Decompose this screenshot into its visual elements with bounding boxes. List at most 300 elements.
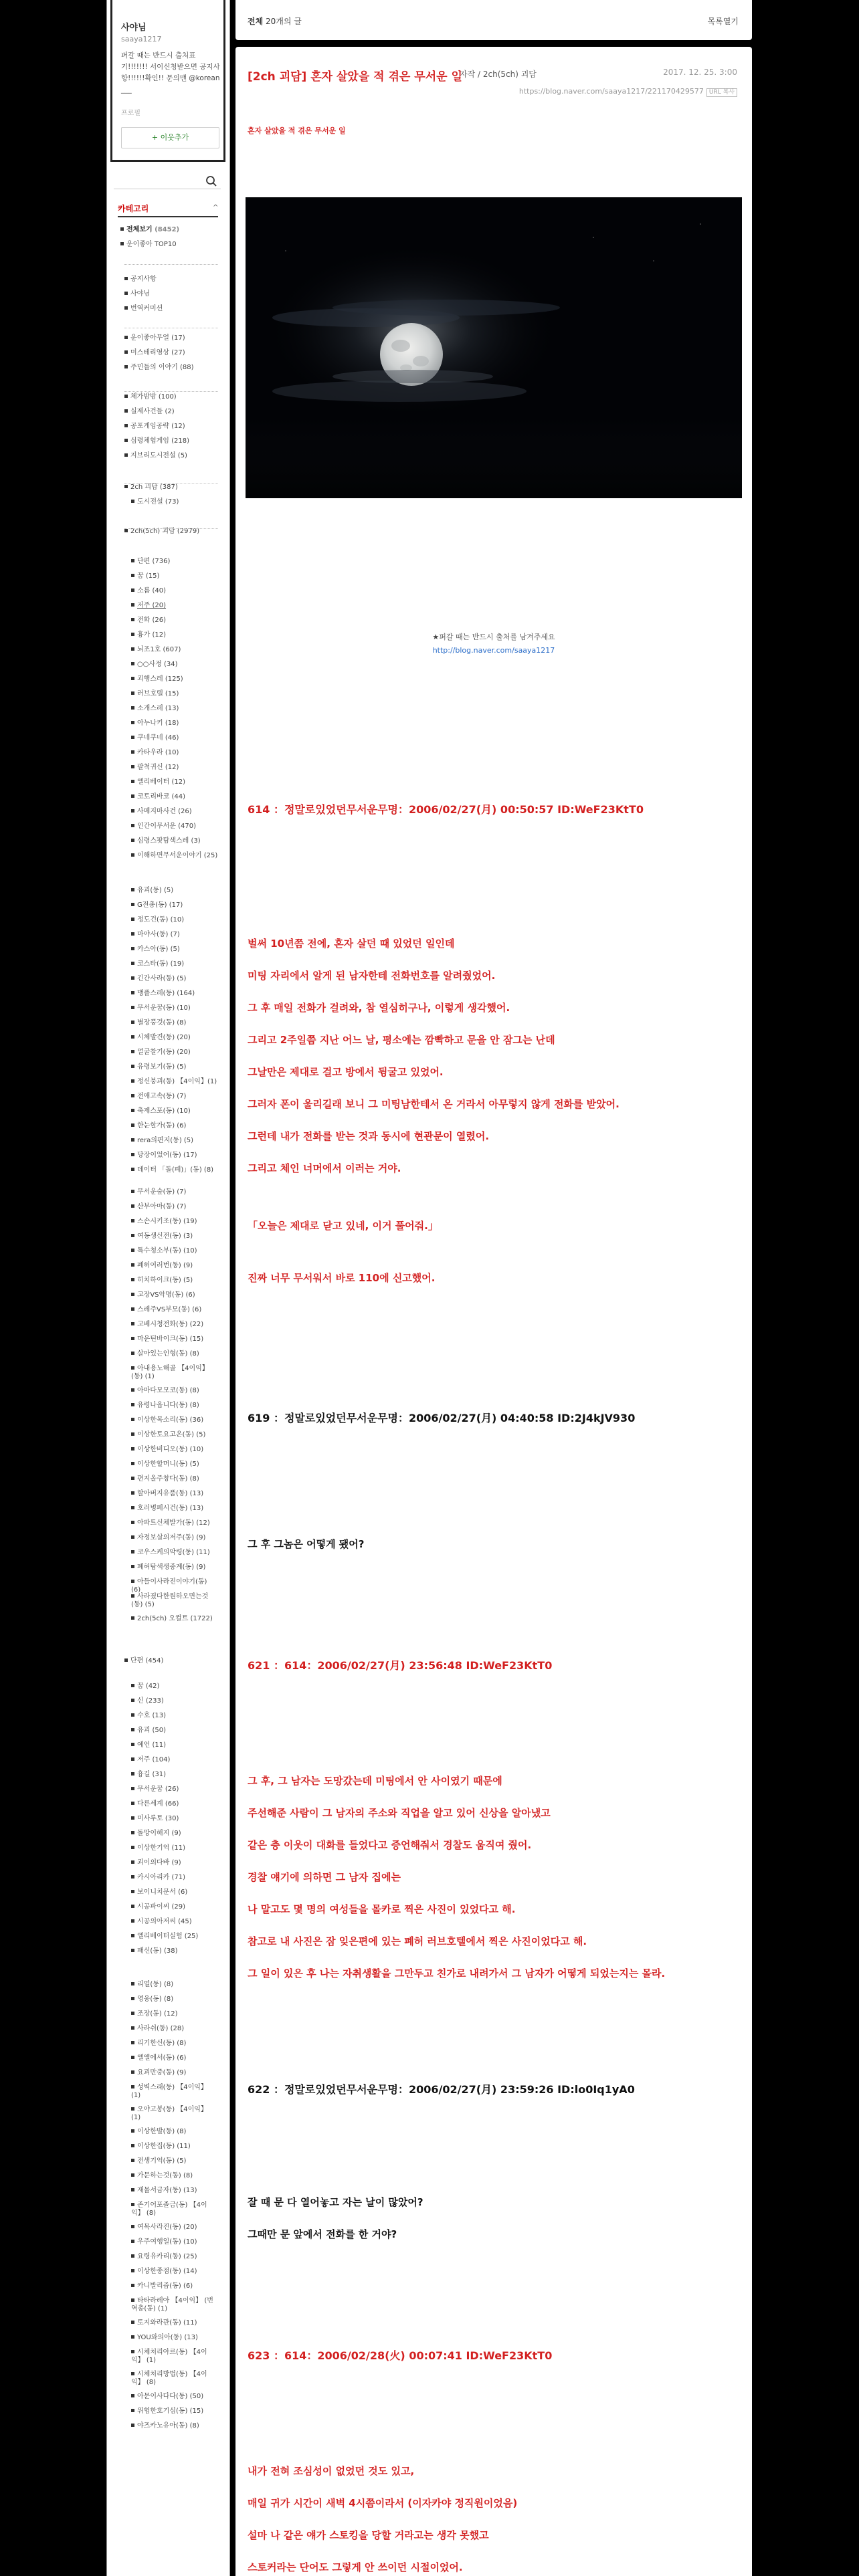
sidebar-category-label: 번역커미션 [130,305,163,312]
sidebar-category-item[interactable] [131,2010,218,2018]
sidebar-category-label: 코스타(동) (19) [137,960,185,968]
sidebar-category-item[interactable] [131,2157,218,2165]
sidebar-category-label: 정도건(동) (10) [137,916,185,924]
sidebar-category-item[interactable] [131,1137,218,1145]
sidebar-category-item[interactable] [131,1771,218,1779]
sidebar-category-label: 흉길 (31) [137,1771,167,1778]
category-bullet-icon [131,1263,134,1267]
category-bullet-icon [131,976,134,980]
sidebar-category-item[interactable] [131,690,218,698]
category-bullet-icon [131,647,134,651]
category-bullet-icon [131,1204,134,1208]
sidebar-category-item[interactable] [131,901,218,909]
sidebar-category-label: 2ch 괴담 (387) [130,484,178,491]
sidebar-category-item[interactable] [131,793,218,801]
sidebar-category-item[interactable] [131,2268,218,2276]
sidebar-category-item[interactable] [131,2143,218,2151]
sidebar-category-label: 아마다모모코(동) (8) [137,1387,199,1394]
sidebar-category-label: 이상한기억 (11) [137,1844,186,1852]
sidebar-category-item[interactable] [131,1564,218,1572]
sidebar-category-label: 호러병페시건(동) (13) [137,1505,204,1512]
category-bullet-icon [131,2173,134,2177]
sidebar-category-item[interactable] [131,2349,218,2365]
post-paragraph: 스토커라는 단어도 그렇게 안 쓰이던 시절이었어. [248,2561,463,2573]
category-bullet-icon [131,1138,134,1142]
sidebar-category-item[interactable] [124,484,218,492]
sidebar-category-item[interactable] [131,1152,218,1160]
sidebar-category-item[interactable] [131,1203,218,1211]
sidebar-category-item[interactable] [131,572,218,580]
category-bullet-icon [124,424,128,427]
post-reply-header: 621 ：614：2006/02/27(月) 23:56:48 ID:WeF23KtT0 [248,1659,553,1672]
sidebar-category-item[interactable] [131,602,218,610]
sidebar-category-item[interactable] [131,2025,218,2033]
sidebar-category-item[interactable] [131,2297,218,2313]
category-bullet-icon [131,2409,134,2412]
sidebar-category-item[interactable] [131,946,218,954]
sidebar-category-item[interactable] [131,646,218,654]
sidebar-category-label: 단편 (736) [137,558,171,565]
sidebar-category-label: 꿈 (42) [137,1683,160,1690]
category-bullet-icon [131,1006,134,1009]
sidebar-category-item[interactable] [131,960,218,968]
sidebar-category-label: 코토리바코 (44) [137,793,186,800]
category-collapse-icon[interactable]: ^ [213,204,219,211]
category-bullet-icon [131,1506,134,1509]
sidebar-category-label: 정신붕괴(동) 【4이익】(1) [137,1078,217,1085]
sidebar-category-item[interactable] [131,1712,218,1720]
sidebar-category-label: 엘리베이터실험 (25) [137,1933,199,1940]
sidebar-category-item[interactable] [131,975,218,983]
category-bullet-icon [131,2085,134,2088]
category-bullet-icon [124,306,128,310]
copyright-note-link[interactable]: http://blog.naver.com/saaya1217 [432,646,555,655]
sidebar-category-label: 시체발견(동) (20) [137,1034,191,1041]
sidebar-category-label: 존기어포졸금(동) 【4이익】 (8) [131,2202,207,2217]
sidebar-category-item[interactable] [131,1830,218,1838]
sidebar-category-item[interactable] [131,1933,218,1941]
copyright-note-text: ★퍼갈 때는 반드시 출처를 남겨주세요 [432,633,555,641]
sidebar-category-item[interactable] [131,1903,218,1911]
post-paragraph: 잘 때 문 다 열어놓고 자는 날이 많았어? [248,2196,423,2208]
post-reply-header: 622 ：정말로있었던무서운무명：2006/02/27(月) 23:59:26 ID:lo0Iq1yA0 [248,2083,635,2096]
sidebar-category-label: 스손시키조(동) (19) [137,1218,197,1225]
sidebar-category-item[interactable] [131,1019,218,1027]
sidebar-divider [124,264,218,265]
category-bullet-icon [124,395,128,398]
sidebar-category-item[interactable] [131,1844,218,1852]
sidebar-category-item[interactable] [131,1800,218,1808]
sidebar-divider [124,483,218,484]
sidebar-category-item[interactable] [131,764,218,772]
sidebar-category-item[interactable] [131,734,218,742]
sidebar-category-item[interactable] [131,1232,218,1241]
sidebar-category-label: 소름 (40) [137,587,167,595]
sidebar-category-label: 이상한발(동) (8) [137,2128,187,2135]
sidebar-category-label: 이상한목소리(동) (36) [137,1416,204,1424]
sidebar-category-item[interactable] [131,1461,218,1469]
sidebar-category-label: 요괴만중(동) (9) [137,2069,187,2076]
sidebar-category-item[interactable] [131,1683,218,1691]
sidebar-category-label: 사메지마사건 (26) [137,808,192,815]
sidebar-category-item[interactable] [124,408,218,416]
category-bullet-icon [131,1982,134,1985]
sidebar-category-label: 유괴 (50) [137,1727,167,1734]
sidebar-category-label: 자정보살의저주(동) (9) [137,1534,206,1541]
sidebar-category-label: 축제스포(동) (10) [137,1107,191,1115]
sidebar-category-item[interactable] [124,364,218,372]
sidebar-category-item[interactable] [131,720,218,728]
sidebar-category-label: 2ch(5ch) 오컬트 (1722) [137,1615,213,1622]
sidebar-category-item[interactable] [124,334,218,342]
category-bullet-icon [131,1713,134,1717]
sidebar-category-item[interactable] [131,1549,218,1557]
sidebar-category-label: 공지사항 [130,276,157,283]
sidebar-category-item[interactable] [131,837,218,845]
sidebar-category-item[interactable] [124,423,218,431]
category-bullet-icon [131,706,134,710]
post-paragraph: 그리고 체인 너머에서 이러는 거야. [248,1162,401,1174]
sidebar-category-label: 아누나키 (18) [137,720,179,727]
category-bullet-icon [120,242,124,245]
sidebar-category-label: 실제사건들 (2) [130,408,175,415]
sidebar-category-item[interactable] [131,1519,218,1527]
sidebar-category-item[interactable] [131,1534,218,1542]
category-bullet-icon [131,1580,134,1583]
sidebar-category-label: 단편 (454) [130,1657,164,1665]
sidebar-category-item[interactable] [131,2371,218,2387]
post-date: 2017. 12. 25. 3:00 [663,68,737,77]
sidebar-category-label: 도시전설 (73) [137,498,179,506]
sidebar-category-label: 무서운숲(동) (7) [137,1188,187,1196]
sidebar-category-item[interactable] [131,1247,218,1255]
sidebar-category-item[interactable] [131,808,218,816]
category-bullet-icon [131,559,134,562]
sidebar-category-item[interactable] [131,1262,218,1270]
category-bullet-icon [131,1190,134,1193]
category-bullet-icon [131,1388,134,1392]
sidebar-category-label: 인간이무서운 (470) [137,823,197,830]
sidebar-category-item[interactable] [131,1166,218,1174]
category-bullet-icon [131,1890,134,1893]
category-bullet-icon [131,794,134,798]
category-bullet-icon [131,1831,134,1834]
category-bullet-icon [131,1816,134,1820]
post-paragraph: 벌써 10년쯤 전에, 혼자 살던 때 있었던 일인데 [248,938,455,950]
post-paragraph: 그런데 내가 전화를 받는 것과 동시에 현관문이 열렸어. [248,1130,490,1142]
sidebar-category-label: 재물서금자(동) (13) [137,2187,197,2194]
sidebar-category-item[interactable] [131,1996,218,2004]
post [235,47,752,2576]
sidebar-category-item[interactable] [131,2084,218,2100]
sidebar-category-count: (8452) [155,226,180,233]
sidebar-category-label: 소개스레 (13) [137,705,179,712]
add-neighbor-button[interactable]: + 이웃추가 [121,127,219,148]
post-paragraph: 미팅 자리에서 알게 된 남자한테 전화번호를 알려줬었어. [248,970,496,982]
sidebar-category-label: 당장이었어(동) (17) [137,1152,197,1159]
sidebar-category-item[interactable] [131,1815,218,1823]
sidebar-category-item[interactable] [131,1416,218,1424]
sidebar-category-label: 저주 (104) [137,1756,171,1763]
sidebar-category-item[interactable] [131,823,218,831]
category-bullet-icon [124,365,128,368]
sidebar-category-item[interactable] [131,1981,218,1989]
sidebar-category-item[interactable] [131,2253,218,2261]
post-count-label: 전체 [248,17,264,26]
category-bullet-icon [131,1684,134,1687]
category-bullet-icon [131,1065,134,1068]
post-paragraph: 주선해준 사람이 그 남자의 주소와 직업을 알고 있어 신상을 알아냈고 [248,1807,551,1819]
sidebar-category-label: 마운틴바이크(동) (15) [137,1335,204,1343]
sidebar-category-item[interactable] [131,2172,218,2180]
sidebar-category-item[interactable] [124,1657,218,1665]
sidebar-category-item[interactable] [131,1947,218,1955]
sidebar-category-item[interactable] [131,1446,218,1454]
sidebar-category-item[interactable] [131,749,218,757]
sidebar-category-label: rera의편지(동) (5) [137,1137,194,1144]
category-bullet-icon [131,750,134,754]
sidebar-category-item[interactable] [131,1078,218,1086]
sidebar-category-label: 엘엘에서(동) (6) [137,2054,187,2062]
post-paragraph: 설마 나 같은 얘가 스토킹을 당할 거라고는 생각 못했고 [248,2529,489,2541]
category-bullet-icon [131,1447,134,1451]
sidebar-category-item[interactable] [131,1122,218,1130]
sidebar-category-item[interactable] [131,852,218,860]
category-bullet-icon [131,809,134,813]
sidebar-category-item[interactable] [131,1874,218,1882]
sidebar-category-item[interactable] [131,1063,218,1071]
category-bullet-icon [131,1594,134,1598]
sidebar-category-label: 쿠네쿠네 (46) [137,734,179,742]
sidebar-category-item[interactable] [124,276,218,284]
sidebar-category-item[interactable] [131,1402,218,1410]
sidebar-category-label: 지브리도시전설 (5) [130,452,187,459]
sidebar-category-item[interactable] [131,990,218,998]
category-bullet-icon [131,1934,134,1937]
sidebar-category-item[interactable] [131,2224,218,2232]
sidebar-category-item[interactable] [124,290,218,298]
sidebar-category-item[interactable] [131,1918,218,1926]
post-list-header [235,0,752,40]
post-category[interactable]: 자작 / 2ch(5ch) 괴담 [460,70,537,79]
sidebar-category-item[interactable] [131,1321,218,1329]
post-paragraph: 경찰 얘기에 의하면 그 남자 집에는 [248,1871,401,1883]
category-bullet-icon [131,2225,134,2228]
category-bullet-icon [131,2350,134,2353]
sidebar-category-item[interactable] [131,2422,218,2430]
search-bar[interactable] [114,174,221,191]
sidebar-category-item[interactable] [120,226,218,234]
sidebar-category-label: 이상한종점(동) (14) [137,2268,197,2275]
sidebar-category-item[interactable] [131,1107,218,1115]
sidebar-category-label: 가문하는것(동) (8) [137,2172,193,2179]
sidebar-category-item[interactable] [131,778,218,786]
category-bullet-icon [131,2240,134,2243]
category-bullet-icon [131,1278,134,1281]
sidebar-category-label: 타타라레아 【4이익】 (번역총(동) (1) [131,2297,213,2313]
sidebar-category-item[interactable] [131,1277,218,1285]
sidebar-category-item[interactable] [120,241,218,249]
sidebar-category-label: 우주여행일(동) (10) [137,2238,197,2246]
sidebar-category-item[interactable] [131,2069,218,2077]
category-bullet-icon [131,1728,134,1731]
sidebar-category-item[interactable] [131,1188,218,1196]
category-bullet-icon [131,1153,134,1156]
sidebar-category-item[interactable] [131,705,218,713]
category-bullet-icon [131,1535,134,1539]
sidebar-category-item[interactable] [131,1490,218,1498]
sidebar-category-label: 전화 (26) [137,617,167,624]
sidebar-category-item[interactable] [131,2334,218,2342]
sidebar-category-item[interactable] [131,1578,218,1594]
sidebar-category-item[interactable] [131,558,218,566]
category-bullet-icon [124,453,128,457]
sidebar-category-item[interactable] [131,617,218,625]
sidebar-category-item[interactable] [131,1593,218,1609]
category-bullet-icon [131,618,134,621]
sidebar-category-item[interactable] [131,661,218,669]
sidebar-category-item[interactable] [131,1431,218,1439]
sidebar-category-item[interactable] [131,1365,218,1381]
category-bullet-icon [131,2070,134,2074]
sidebar-category-item[interactable] [131,1889,218,1897]
category-bullet-icon [131,947,134,950]
sidebar-divider [124,528,218,529]
sidebar-category-label: 수호 (13) [137,1712,167,1719]
category-bullet-icon [131,721,134,724]
sidebar-category-label: 산부아마(동) (7) [137,1203,187,1210]
sidebar-category-label: 특수청소부(동) (10) [137,1247,197,1255]
sidebar-category-item[interactable] [131,1697,218,1705]
profile-link[interactable]: 프로필 [121,110,140,117]
sidebar-category-item[interactable] [131,1049,218,1057]
sidebar-category-item[interactable] [124,437,218,445]
sidebar-category-item[interactable] [131,1756,218,1764]
category-bullet-icon [131,1366,134,1370]
category-bullet-icon [131,1997,134,2000]
sidebar-category-label: 뇌조1호 (607) [137,646,181,653]
sidebar-category-item[interactable] [131,631,218,639]
sidebar-category-item[interactable] [131,916,218,924]
sidebar-category-item[interactable] [131,2319,218,2327]
sidebar-category-item[interactable] [131,1741,218,1749]
sidebar-category-label: 위험한호기심(동) (15) [137,2407,204,2415]
profile-nickname[interactable]: 사야님 [121,23,147,33]
sidebar-category-item[interactable] [131,1291,218,1299]
sidebar-category-item[interactable] [131,2393,218,2401]
sidebar-category-item[interactable] [131,1859,218,1867]
sidebar-category-item[interactable] [131,587,218,595]
sidebar-divider [124,391,218,392]
sidebar-category-label: 미사루토 (30) [137,1815,179,1822]
sidebar-category-item[interactable] [124,349,218,357]
sidebar-category-label: 예언 (11) [137,1741,167,1749]
category-bullet-icon [131,1565,134,1568]
sidebar-category-item[interactable] [131,2040,218,2048]
sidebar-category-item[interactable] [131,498,218,506]
sidebar-category-item[interactable] [131,1475,218,1483]
sidebar-category-item[interactable] [131,2282,218,2290]
sidebar-category-item[interactable] [131,2054,218,2062]
sidebar-category-label: 고베시청전화(동) (22) [137,1321,204,1328]
profile-box [110,0,225,162]
category-bullet-icon [131,2424,134,2427]
sidebar-category-item[interactable] [124,452,218,460]
category-bullet-icon [124,350,128,354]
category-bullet-icon [131,736,134,739]
copy-url-button[interactable]: URL 복사 [706,88,737,97]
sidebar-category-item[interactable] [131,1387,218,1395]
category-bullet-icon [131,633,134,636]
sidebar-category-label: 저주 (20) [137,602,167,609]
sidebar-category-item[interactable] [131,2106,218,2122]
sidebar-category-label: 긴간사라(동) (5) [137,975,187,982]
post-paragraph: 그날만은 제대로 걸고 방에서 뒹굴고 있었어. [248,1066,444,1078]
sidebar-category-item[interactable] [124,305,218,313]
sidebar-category-item[interactable] [131,1306,218,1314]
post-paragraph: 진짜 너무 무서워서 바로 110에 신고했어. [248,1272,436,1284]
search-icon[interactable] [205,175,217,187]
sidebar-category-item[interactable] [131,1004,218,1012]
category-bullet-icon [131,1234,134,1237]
category-bullet-icon [131,853,134,857]
category-bullet-icon [131,1322,134,1325]
post-reply-header: 619 ：정말로있었던무서운무명：2006/02/27(月) 04:40:58 ID:2J4kJV930 [248,1412,636,1424]
post-title[interactable]: [2ch 괴담] 혼자 살았을 적 겪은 무서운 일 [248,70,462,84]
copyright-note [235,631,752,657]
sidebar-category-item[interactable] [131,1093,218,1101]
category-bullet-icon [131,574,134,577]
sidebar-category-item[interactable] [131,1615,218,1623]
sidebar-category-item[interactable] [131,2238,218,2246]
category-bullet-icon [131,2203,134,2206]
category-bullet-icon [131,1875,134,1879]
category-bullet-icon [131,1743,134,1746]
sidebar-category-item[interactable] [131,2187,218,2195]
sidebar-category-item[interactable] [131,1218,218,1226]
sidebar-category-label: 전애고속(동) (7) [137,1093,187,1100]
category-bullet-icon [131,1787,134,1790]
category-bullet-icon [124,292,128,295]
sidebar-category-item[interactable] [131,931,218,939]
sidebar-category-item[interactable] [131,1034,218,1042]
sidebar-category-item[interactable] [131,887,218,895]
list-toggle-button[interactable]: 목록열기 [707,17,739,26]
sidebar-category-item[interactable] [131,2128,218,2136]
sidebar-category-item[interactable] [131,675,218,683]
category-bullet-icon [131,962,134,965]
sidebar-category-item[interactable] [131,1727,218,1735]
sidebar-category-label: YOU와의아(동) (13) [137,2334,198,2341]
sidebar-category-item[interactable] [124,393,218,401]
sidebar-category-item[interactable] [131,1786,218,1794]
post-url [519,87,737,97]
category-bullet-icon [124,277,128,280]
post-paragraph: 그 일이 있은 후 나는 자취생활을 그만두고 친가로 내려가서 그 남자가 어떻게 되었는지는 몰라. [248,1967,666,1979]
sidebar-category-label: 2ch(5ch) 괴담 (2979) [130,528,200,535]
article-subtitle: 혼자 살았을 적 겪은 무서운 일 [248,126,346,135]
sidebar-category-item[interactable] [131,1350,218,1358]
category-bullet-icon [131,677,134,680]
category-bullet-icon [131,2284,134,2287]
category-bullet-icon [124,439,128,442]
sidebar-category-label: 아내용노해골 【4이익】(동) (1) [131,1365,209,1380]
sidebar-category-item[interactable] [131,2202,218,2218]
sidebar-category-item[interactable] [131,1335,218,1344]
post-url-text[interactable]: https://blog.naver.com/saaya1217/221170429577 [518,87,704,96]
sidebar-category-item[interactable] [131,2407,218,2416]
sidebar-category-item[interactable] [131,1505,218,1513]
